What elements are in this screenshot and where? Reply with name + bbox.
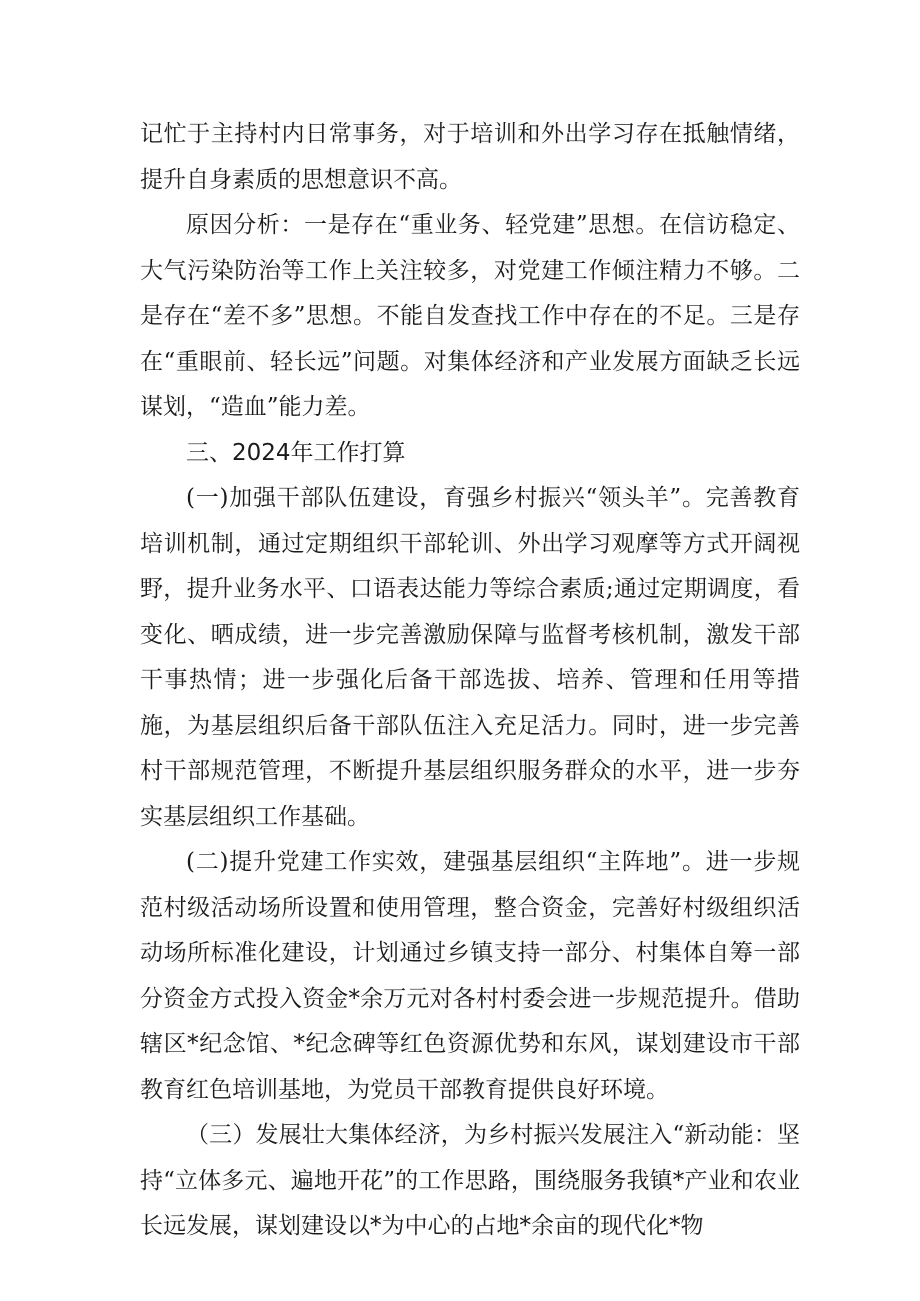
work-plan-item-1: (一)加强干部队伍建设，育强乡村振兴“领头羊”。完善教育培训机制，通过定期组织干部轮训、外出学习观摩等方式开阔视野，提升业务水平、口语表达能力等综合素质;通过定期调度，看变化、晒成绩，进一步完善激励保障与监督考核机制，激发干部干事热情；进一步强化后备干部选拔、培养、管理和任用等措施，为基层组织后备干部队伍注入充足活力。同时，进一步完善村干部规范管理，不断提升基层组织服务群众的水平，进一步夯实基层组织工作基础。 [140,485,800,830]
work-plan-item-3: （三）发展壮大集体经济，为乡村振兴发展注入“新动能：坚持“立体多元、遍地开花”的工作思路，围绕服务我镇*产业和农业长远发展，谋划建设以*为中心的占地*余亩的现代化*物 [140,1122,800,1239]
work-plan-item-2: (二)提升党建工作实效，建强基层组织“主阵地”。进一步规范村级活动场所设置和使用管理，整合资金，完善好村级组织活动场所标准化建设，计划通过乡镇支持一部分、村集体自筹一部分资金方式投入资金*余万元对各村村委会进一步规范提升。借助辖区*纪念馆、*纪念碑等红色资源优势和东风，谋划建设市干部教育红色培训基地，为党员干部教育提供良好环境。 [140,849,800,1103]
continuation-paragraph: 记忙于主持村内日常事务，对于培训和外出学习存在抵触情绪，提升自身素质的思想意识不高。 [140,121,800,193]
document-body [140,112,800,1250]
cause-analysis-paragraph: 原因分析：一是存在“重业务、轻党建”思想。在信访稳定、大气污染防治等工作上关注较多，对党建工作倾注精力不够。二是存在“差不多”思想。不能自发查找工作中存在的不足。三是存在“重眼前、轻长远”问题。对集体经济和产业发展方面缺乏长远谋划，“造血”能力差。 [140,212,800,420]
section-heading: 三、2024年工作打算 [186,439,406,466]
